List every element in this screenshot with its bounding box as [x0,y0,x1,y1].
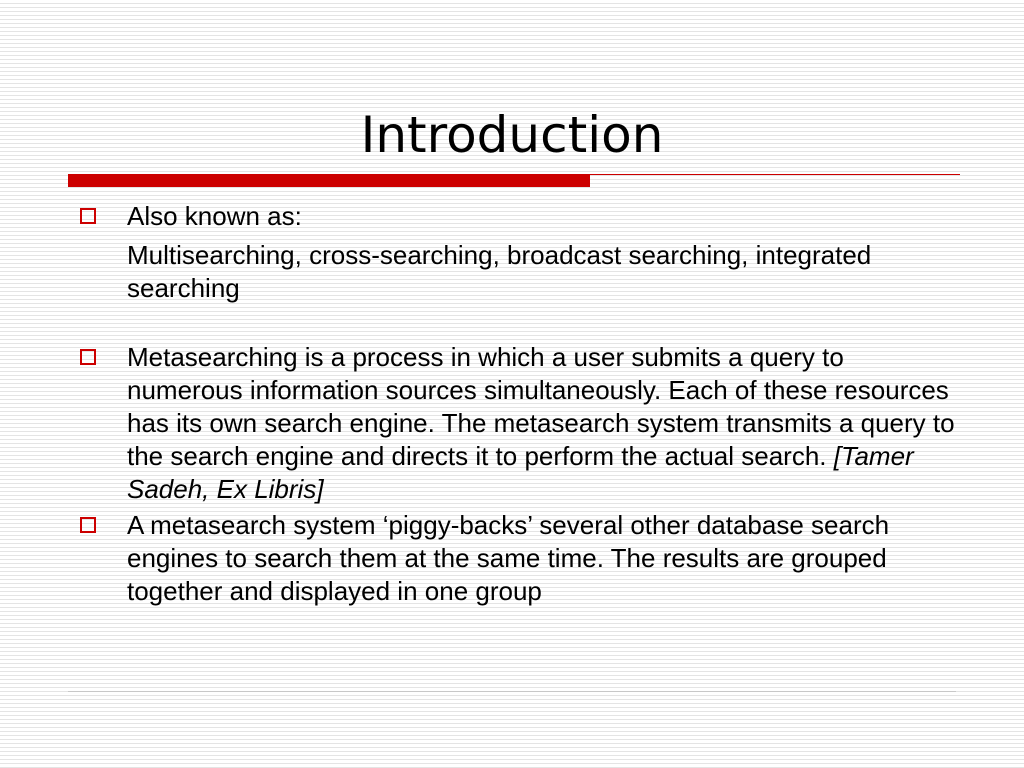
bullet-text: Also known as: [127,201,302,231]
hollow-square-bullet-icon [80,208,96,224]
sub-item: Multisearching, cross-searching, broadcast searching, integrated searching [127,240,872,303]
spacer [76,305,956,341]
bullet-text: Metasearching is a process in which a user submits a query to numerous information sources simultaneously. Each of these resources has its own search engine. The metasearch system transmits a query to the search engine and directs it to perform the actual search. [127,342,955,471]
bullet-item [76,509,956,608]
footer-rule [68,691,956,692]
hollow-square-bullet-icon [80,349,96,365]
citation: [Tamer Sadeh, Ex Libris] [127,441,914,504]
bullet-text: A metasearch system ‘piggy-backs’ several other database search engines to search them at the same time. The results are grouped together and displayed in one group [127,510,890,606]
title-underline-thick [68,175,590,187]
slide-body [76,200,956,608]
bullet-item [76,341,956,506]
bullet-item [76,200,956,233]
slide-title: Introduction [360,106,664,164]
hollow-square-bullet-icon [80,517,96,533]
